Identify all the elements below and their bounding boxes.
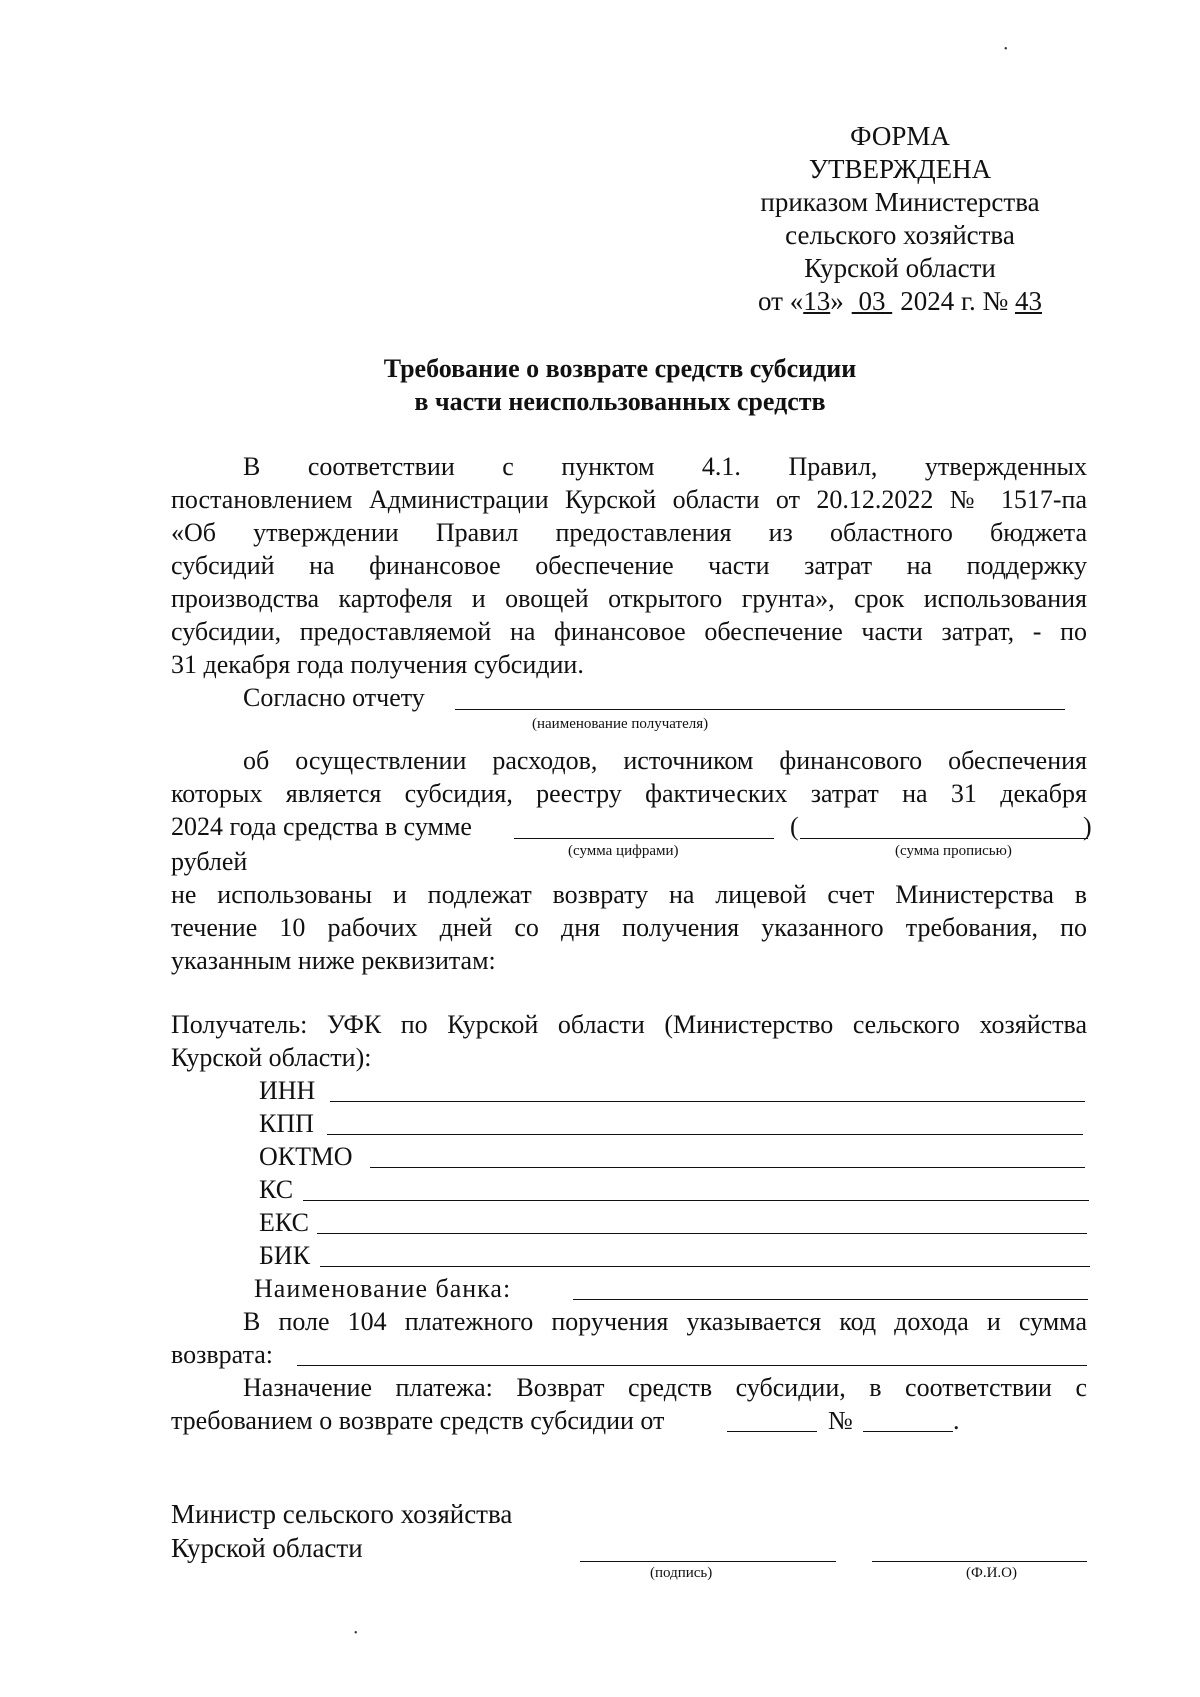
document-title [150,352,1090,418]
bank-name-field[interactable] [573,1299,1088,1300]
signature-hint: (подпись) [650,1565,713,1581]
paren-close: ) [1083,812,1092,841]
paragraph1-line2: постановлением Администрации Курской области от 20.12.2022 № 1517-па [171,485,1087,514]
refund-amount-field[interactable] [297,1365,1087,1366]
title-line1: Требование о возврате средств субсидии [383,354,857,383]
purpose-line1: Назначение платежа: Возврат средств субсидии, в соответствии с [243,1373,1087,1402]
purpose-period: . [953,1406,960,1435]
purpose-line2-prefix: требованием о возврате средств субсидии от [171,1406,665,1435]
approved-label: УТВЕРЖДЕНА [808,154,992,184]
title-line2: в части неиспользованных средств [414,387,826,416]
requirement-date-field[interactable] [727,1431,817,1432]
recipient-name-hint: (наименование получателя) [532,716,709,732]
signatory-title-line1: Министр сельского хозяйства [171,1499,513,1529]
recipient-line2: Курской области): [171,1043,372,1072]
oktmo-field[interactable] [370,1167,1085,1168]
report-line1: об осуществлении расходов, источником финансового обеспечения [243,746,1087,775]
paragraph1-line3: «Об утверждении Правил предоставления из областного бюджета [171,518,1087,547]
field104-line1: В поле 104 платежного поручения указывается код дохода и сумма [243,1307,1087,1336]
approval-date-line [700,285,1100,318]
rubles-label: рублей [171,847,248,876]
paragraph1-line1: В соответствии с пунктом 4.1. Правил, утвержденных [243,452,1087,481]
order-month: 03 [858,286,886,316]
approval-order-line2: сельского хозяйства [785,220,1015,250]
amount-digits-hint: (сумма цифрами) [568,843,679,859]
field104-line2: возврата: [171,1340,273,1369]
oktmo-label: ОКТМО [259,1142,353,1171]
form-label: ФОРМА [850,121,950,151]
bank-name-label: Наименование банка: [254,1274,512,1303]
inn-label: ИНН [259,1076,316,1105]
paragraph1-line5: производства картофеля и овощей открытого грунта», срок использования [171,584,1087,613]
inn-field[interactable] [330,1101,1085,1102]
paragraph1-line4: субсидий на финансовое обеспечение части затрат на поддержку [171,551,1087,580]
date-prefix: от « [758,286,804,316]
report-line6: указанным ниже реквизитам: [171,946,496,975]
requirement-number-field[interactable] [863,1431,953,1432]
paragraph1-line7: 31 декабря года получения субсидии. [171,650,584,679]
date-day-close: » [830,286,844,316]
report-line2: которых является субсидия, реестру фактических затрат на 31 декабря [171,779,1087,808]
order-day: 13 [803,286,831,316]
order-year: 2024 г. № [900,286,1009,316]
amount-digits-field[interactable] [514,838,774,839]
approval-order-line1: приказом Министерства [760,187,1040,217]
recipient-line1: Получатель: УФК по Курской области (Министерство сельского хозяйства [171,1010,1087,1039]
amount-words-field[interactable] [800,838,1088,839]
signature-field[interactable] [580,1561,836,1562]
order-number: 43 [1015,286,1042,316]
ks-field[interactable] [303,1200,1089,1201]
bik-label: БИК [259,1241,311,1270]
ks-label: КС [259,1175,294,1204]
full-name-field[interactable] [872,1561,1087,1562]
scan-speck-bottom: • [354,1628,358,1639]
report-prefix: Согласно отчету [243,683,425,712]
report-line5: течение 10 рабочих дней со дня получения указанного требования, по [171,913,1087,942]
kpp-label: КПП [259,1109,314,1138]
eks-label: ЕКС [259,1208,309,1237]
signatory-title-line2: Курской области [171,1533,363,1563]
number-sign: № [828,1406,853,1435]
report-line3-prefix: 2024 года средства в сумме [171,812,472,841]
bik-field[interactable] [320,1266,1090,1267]
eks-field[interactable] [317,1233,1087,1234]
approval-block [700,120,1100,318]
paragraph1-line6: субсидии, предоставляемой на финансовое обеспечение части затрат, - по [171,617,1087,646]
recipient-name-field[interactable] [455,709,1065,710]
paren-open: ( [790,812,799,841]
full-name-hint: (Ф.И.О) [966,1565,1018,1581]
amount-words-hint: (сумма прописью) [895,843,1012,859]
report-line4: не использованы и подлежат возврату на лицевой счет Министерства в [171,880,1087,909]
kpp-field[interactable] [327,1134,1083,1135]
scan-speck: • [1004,44,1008,55]
approval-order-line3: Курской области [804,253,996,283]
